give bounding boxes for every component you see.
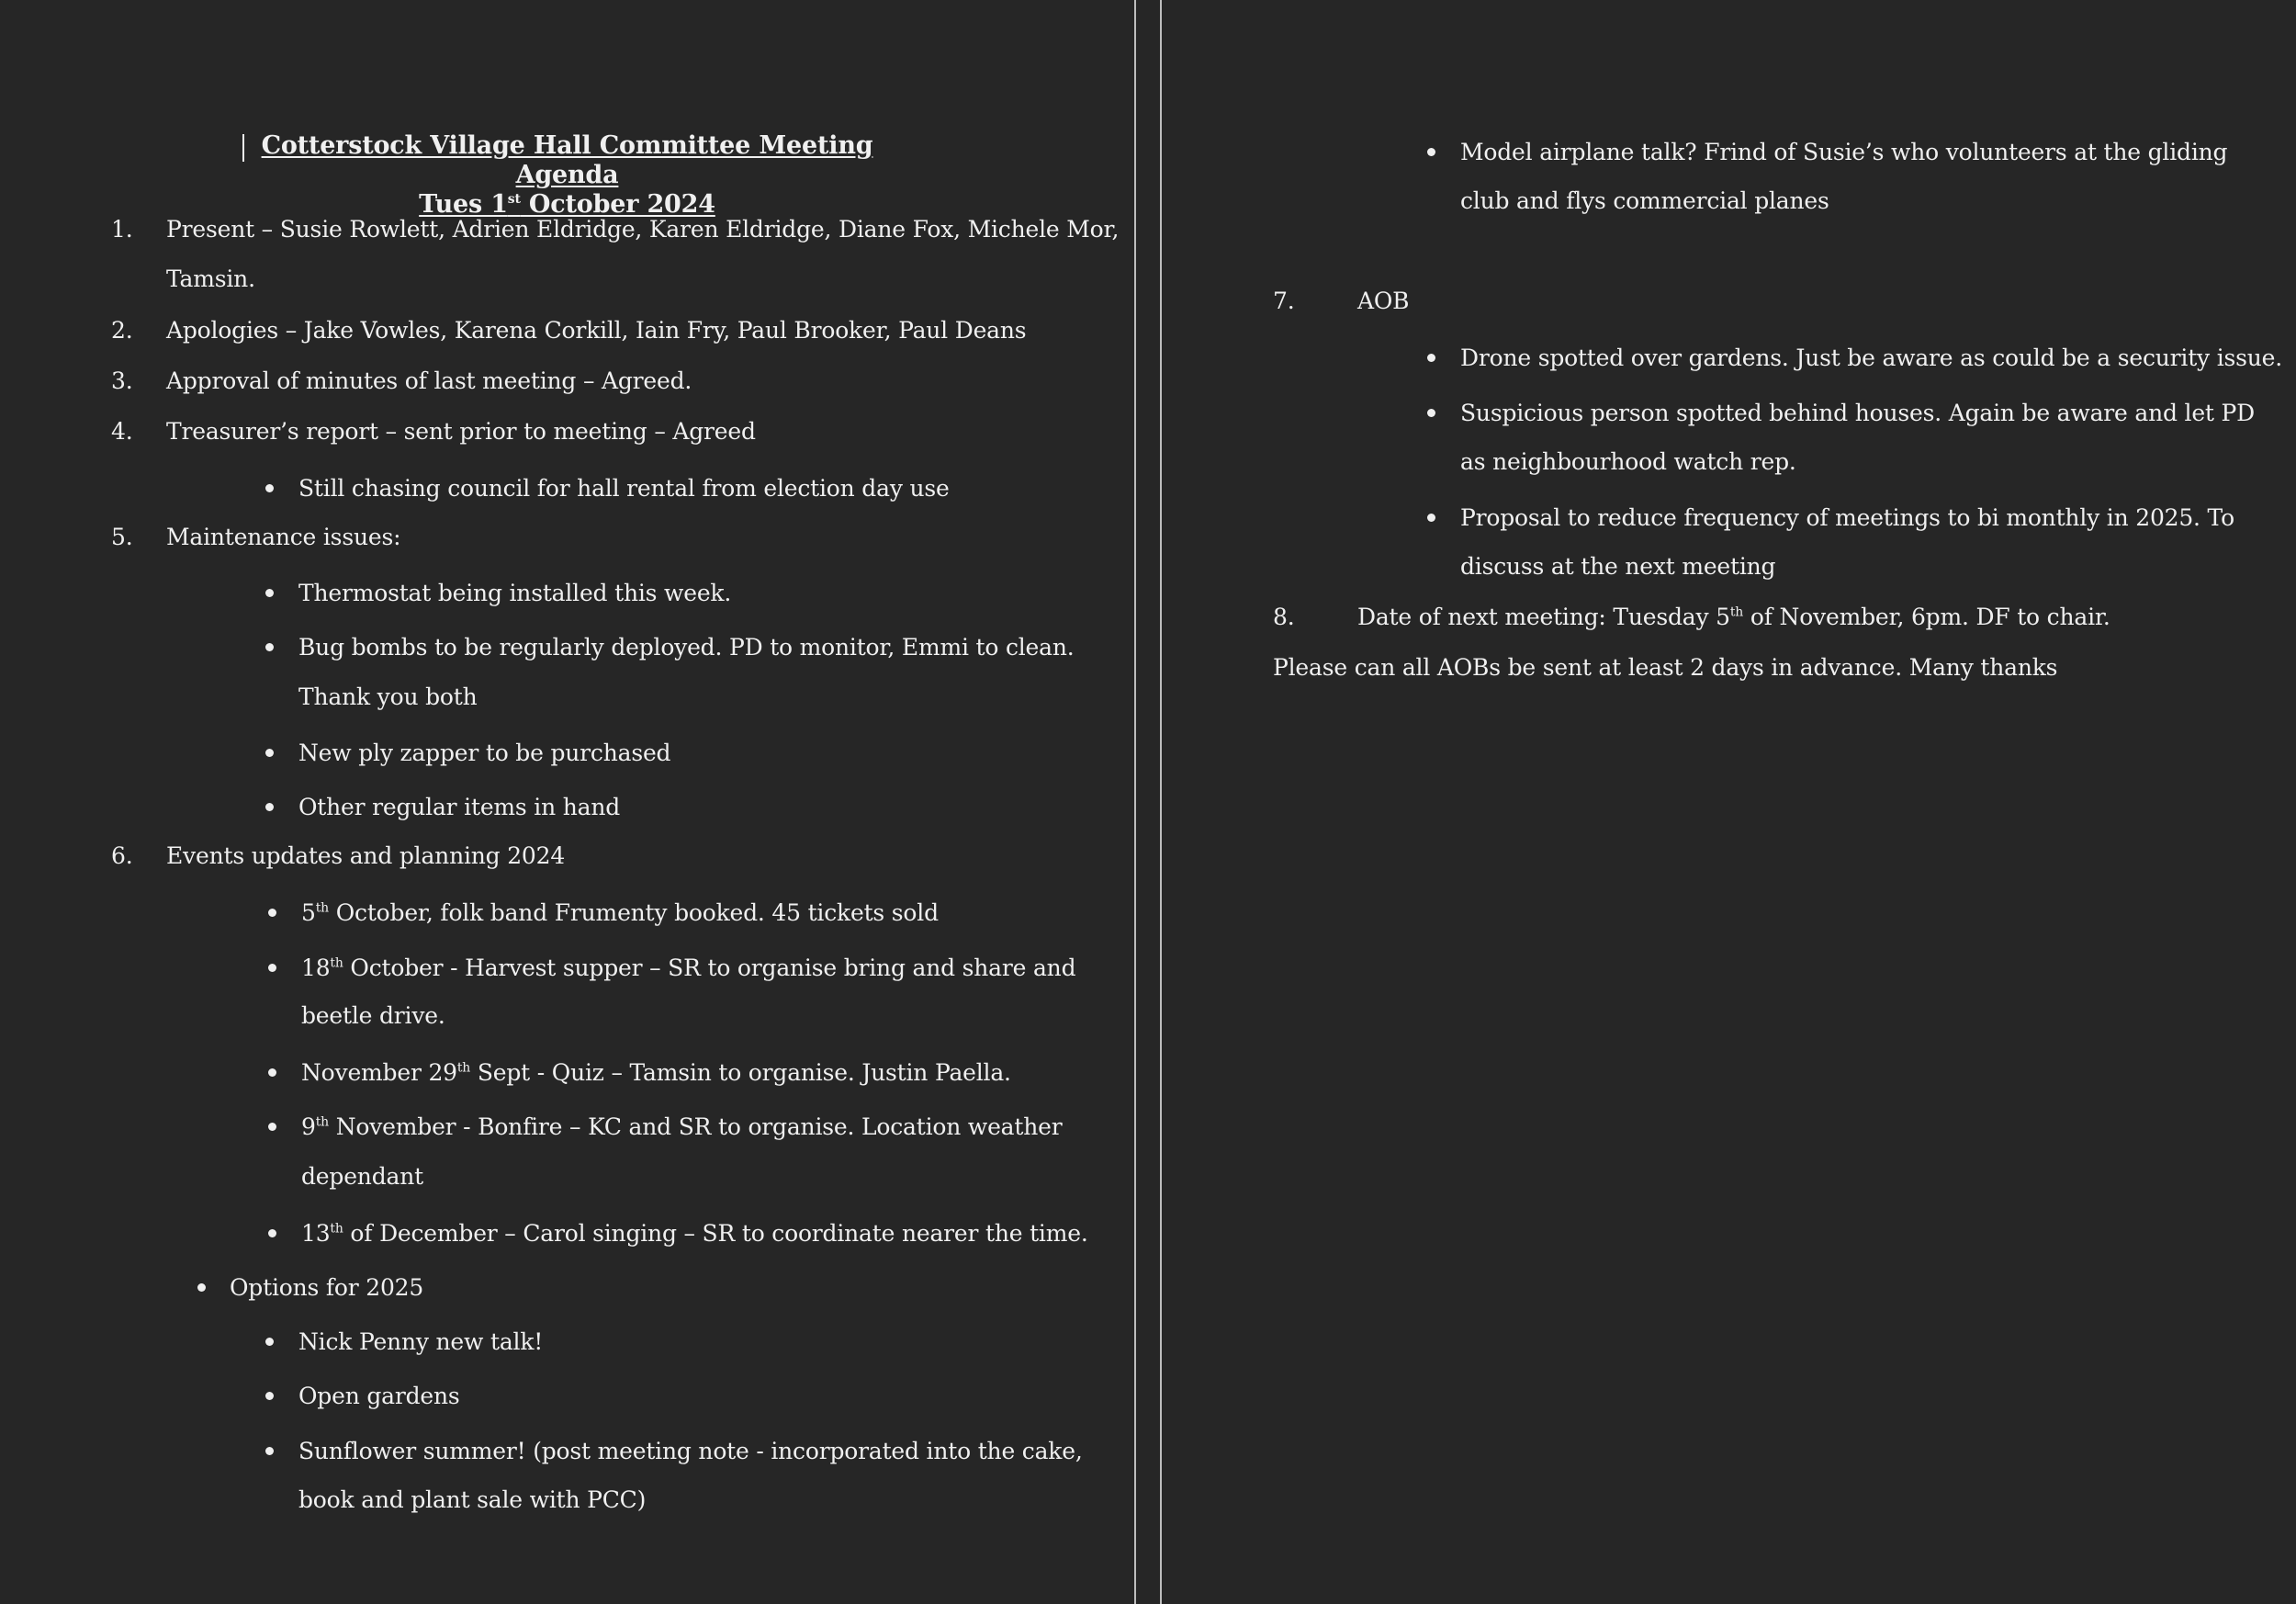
sub-item-cont: beetle drive. (301, 1002, 445, 1029)
list-item-apologies: Apologies – Jake Vowles, Karena Corkill, Iain Fry, Paul Brooker, Paul Deans (166, 317, 1027, 344)
sub-item: Other regular items in hand (298, 794, 621, 820)
sub-item: Still chasing council for hall rental from election day use (298, 475, 950, 502)
bullet-icon (265, 1338, 274, 1346)
sub-item: Proposal to reduce frequency of meetings to bi monthly in 2025. To (1460, 504, 2234, 531)
bullet-icon (268, 964, 276, 972)
bullet-icon (265, 589, 274, 597)
list-item-approval: Approval of minutes of last meeting – Agreed. (166, 367, 692, 394)
list-item-present: Present – Susie Rowlett, Adrien Eldridge, Karen Eldridge, Diane Fox, Michele Mor, (166, 216, 1120, 243)
page-2[interactable] (1161, 0, 2296, 1604)
list-item-aob: AOB (1357, 288, 1410, 314)
item-number: 2. (111, 317, 133, 344)
page-1[interactable] (0, 0, 1135, 1604)
item-number: 4. (111, 418, 133, 445)
sub-item-cont: discuss at the next meeting (1460, 553, 1776, 580)
sub-item: Sunflower summer! (post meeting note - incorporated into the cake, (298, 1438, 1083, 1464)
list-item-treasurer: Treasurer’s report – sent prior to meeting – Agreed (166, 418, 756, 445)
sub-item-cont: as neighbourhood watch rep. (1460, 448, 1796, 475)
sub-item: Drone spotted over gardens. Just be aware as could be a security issue. (1460, 345, 2283, 371)
bullet-icon (265, 749, 274, 757)
bullet-icon (1427, 409, 1435, 417)
sub-item-cont: dependant (301, 1163, 423, 1190)
bullet-icon (268, 909, 276, 917)
list-item-events: Events updates and planning 2024 (166, 842, 566, 869)
bullet-icon (1427, 514, 1435, 522)
sub-item: Bug bombs to be regularly deployed. PD to monitor, Emmi to clean. (298, 634, 1075, 661)
bullet-icon (265, 1447, 274, 1455)
list-item-maintenance: Maintenance issues: (166, 524, 401, 550)
sub-item-cont: book and plant sale with PCC) (298, 1486, 647, 1513)
item-number: 3. (111, 367, 133, 394)
item-number: 1. (111, 216, 133, 243)
document-title: Cotterstock Village Hall Committee Meeting Agenda (261, 131, 873, 189)
sub-item: Thermostat being installed this week. (298, 580, 732, 606)
sub-item-cont: Thank you both (298, 683, 478, 710)
document-date: Tues 1st October 2024 (419, 190, 715, 219)
closing-note: Please can all AOBs be sent at least 2 days in advance. Many thanks (1273, 654, 2058, 681)
sub-item: 13th of December – Carol singing – SR to coordinate nearer the time. (301, 1220, 1088, 1247)
bullet-icon (265, 643, 274, 651)
bullet-icon (265, 484, 274, 492)
bullet-icon (197, 1283, 206, 1292)
sub-item: Open gardens (298, 1383, 460, 1409)
list-item-next-meeting: Date of next meeting: Tuesday 5th of November, 6pm. DF to chair. (1357, 604, 2110, 630)
bullet-icon (265, 1392, 274, 1400)
sub-item-options: Options for 2025 (230, 1274, 424, 1301)
sub-item: Suspicious person spotted behind houses. Again be aware and let PD (1460, 400, 2255, 426)
sub-item: New ply zapper to be purchased (298, 740, 671, 766)
sub-item: Model airplane talk? Frind of Susie’s who volunteers at the gliding (1460, 139, 2228, 165)
sub-item: 5th October, folk band Frumenty booked. 45 tickets sold (301, 899, 939, 926)
bullet-icon (268, 1123, 276, 1131)
sub-item: 18th October - Harvest supper – SR to organise bring and share and (301, 954, 1076, 981)
bullet-icon (1427, 354, 1435, 362)
bullet-icon (265, 803, 274, 811)
sub-item: 9th November - Bonfire – KC and SR to organise. Location weather (301, 1113, 1063, 1140)
bullet-icon (1427, 148, 1435, 156)
item-number: 5. (111, 524, 133, 550)
sub-item: November 29th Sept - Quiz – Tamsin to organise. Justin Paella. (301, 1059, 1011, 1086)
item-number: 6. (111, 842, 133, 869)
item-number: 8. (1273, 604, 1295, 630)
list-item-present-cont: Tamsin. (166, 265, 255, 292)
item-number: 7. (1273, 288, 1295, 314)
bullet-icon (268, 1068, 276, 1077)
bullet-icon (268, 1229, 276, 1237)
sub-item: Nick Penny new talk! (298, 1328, 544, 1355)
sub-item-cont: club and flys commercial planes (1460, 187, 1829, 214)
